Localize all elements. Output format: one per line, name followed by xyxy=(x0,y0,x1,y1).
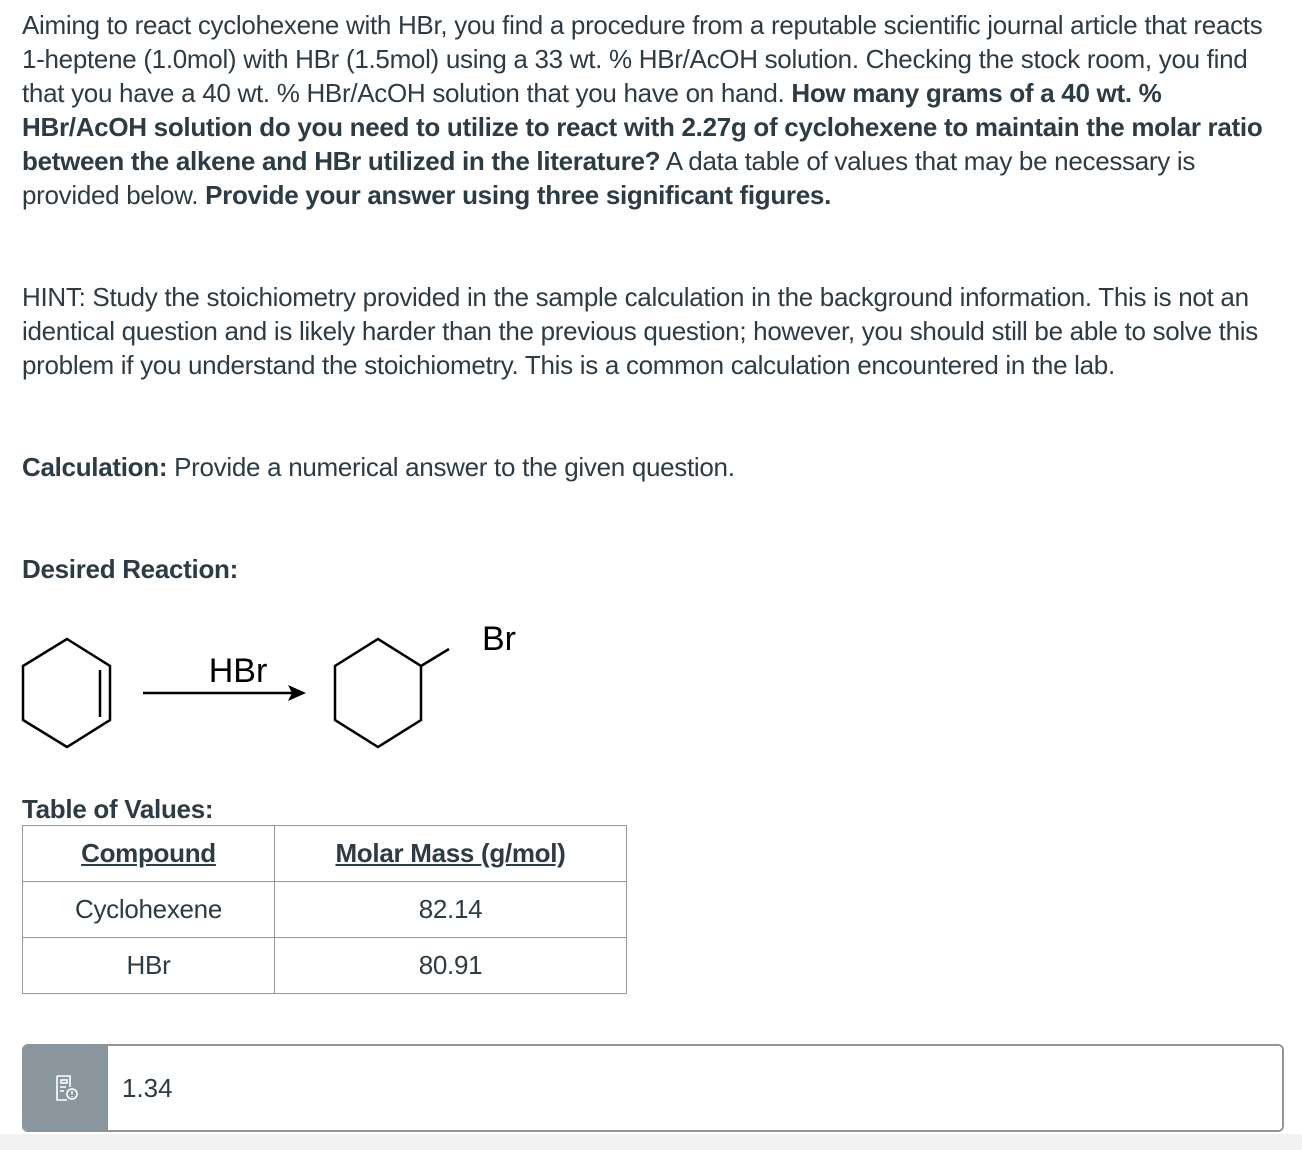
calculation-instruction xyxy=(22,450,1287,484)
hint-text: HINT: Study the stoichiometry provided in the sample calculation in the background information. This is not an identical question and is likely harder than the previous question; however, you should still be able to solve this problem if you understand the stoichiometry. This is a common calculation encountered in the lab. xyxy=(22,282,1258,380)
compound-cell: HBr xyxy=(23,938,275,994)
calculation-text: Provide a numerical answer to the given question. xyxy=(167,452,735,482)
header-molar-mass: Molar Mass (g/mol) xyxy=(275,826,627,882)
c-br-bond xyxy=(421,649,449,666)
desired-reaction-label: Desired Reaction: xyxy=(22,554,238,584)
table-title-text: Table of Values: xyxy=(22,794,214,824)
answer-field[interactable] xyxy=(22,1044,1284,1132)
header-compound: Compound xyxy=(23,826,275,882)
question-bold: How many grams of a 40 wt. % HBr/AcOH solution do you need to utilize to react with 2.27g of cyclohexene to maintain the molar ratio between the alkene and HBr utilized in the literature? xyxy=(22,78,1263,176)
table-title xyxy=(22,792,1287,826)
bromo-label: Br xyxy=(482,620,516,658)
reaction-scheme xyxy=(0,600,560,760)
question-intro: Aiming to react cyclohexene with HBr, you find a procedure from a reputable scientific journal article that reacts 1-heptene (1.0mol) with HBr (1.5mol) using a 33 wt. % HBr/AcOH solution. Checking the stock room, you find that you have a 40 wt. % HBr/AcOH solution that you have on hand. xyxy=(22,10,1263,108)
cyclohexene-structure xyxy=(23,639,110,747)
question-sigfigs: Provide your answer using three significant figures. xyxy=(205,180,831,210)
table-row xyxy=(23,882,627,938)
molar-mass-cell: 82.14 xyxy=(275,882,627,938)
compound-cell: Cyclohexene xyxy=(23,882,275,938)
answer-status-icon xyxy=(24,1046,108,1130)
table-row xyxy=(23,938,627,994)
reagent-label: HBr xyxy=(208,652,268,690)
question-middle: A data table of values that may be necessary is provided below. xyxy=(22,146,1196,210)
table-header-row xyxy=(23,826,627,882)
question-text xyxy=(22,8,1287,212)
values-table xyxy=(22,825,627,994)
molar-mass-cell: 80.91 xyxy=(275,938,627,994)
page-footer-shade xyxy=(0,1134,1302,1150)
desired-reaction-heading xyxy=(22,552,1287,586)
calculation-label: Calculation: xyxy=(22,452,168,482)
bromocyclohexane-structure xyxy=(335,639,421,747)
answer-input[interactable] xyxy=(108,1046,1282,1130)
